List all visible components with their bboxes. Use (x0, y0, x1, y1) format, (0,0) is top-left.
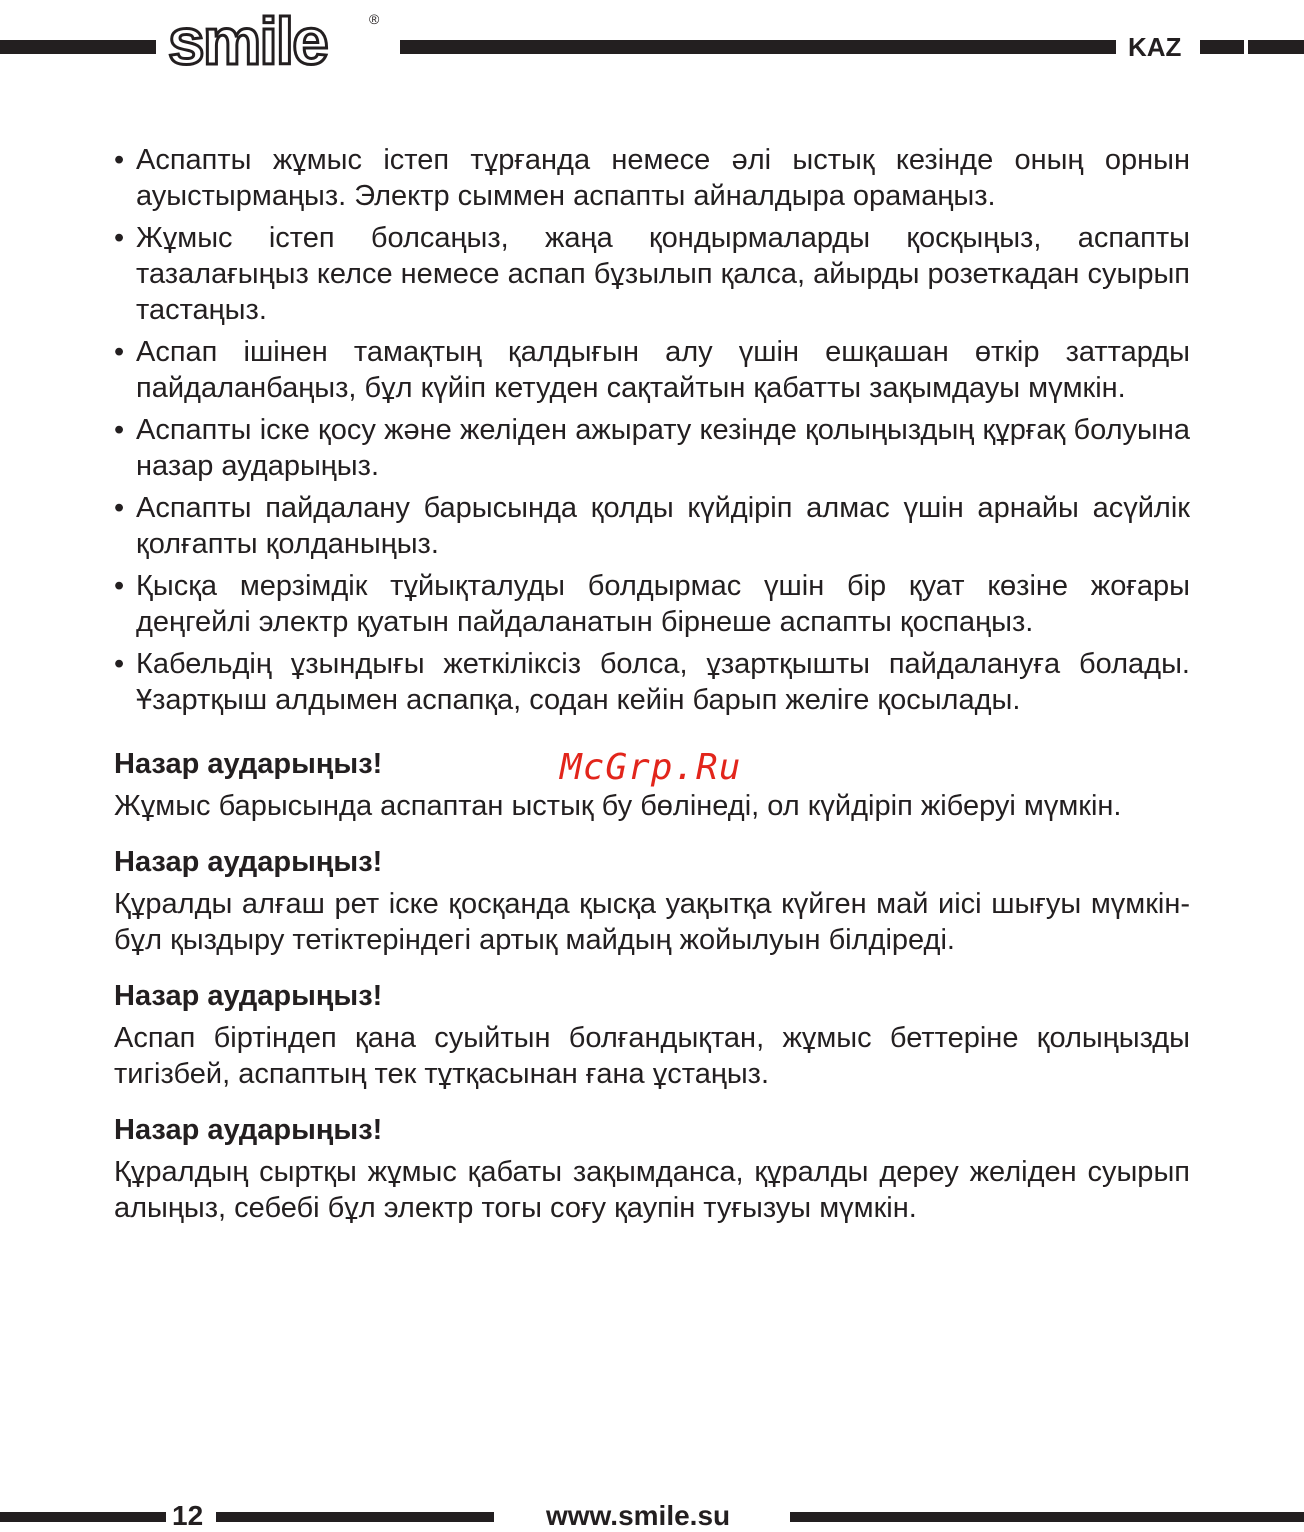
warning-note (114, 1112, 1190, 1226)
bullet-item (114, 412, 1190, 484)
bullet-text: Кабельдің ұзындығы жеткіліксіз болса, ұзартқышты пайдалануға болады. Ұзартқыш алдымен аспапқа, содан кейін барып желіге қосылады. (136, 648, 1190, 716)
bullet-text: Қысқа мерзімдік тұйықталуды болдырмас үшін бір қуат көзіне жоғары деңгейлі электр қуатын пайдаланатын бірнеше аспапты қоспаңыз. (136, 570, 1190, 638)
logo-wordmark: smile (168, 4, 327, 70)
warning-title: Назар аударыңыз! (114, 1114, 383, 1146)
logo-registered-mark: ® (369, 11, 380, 27)
warning-title: Назар аударыңыз! (114, 748, 383, 780)
safety-bullet-list (114, 142, 1190, 718)
bullet-text: Аспап ішінен тамақтың қалдығын алу үшін ешқашан өткір заттарды пайдаланбаңыз, бұл күйіп кетуден сақтайтын қабатты зақымдауы мүмкін. (136, 336, 1190, 404)
bullet-item (114, 334, 1190, 406)
warning-text: Құралды алғаш рет іске қосқанда қысқа уақытқа күйген май иісі шығуы мүмкін- бұл қыздыру тетіктеріндегі артық майдың жойылуын білдіреді. (114, 888, 1190, 956)
warning-text: Құралдың сыртқы жұмыс қабаты зақымданса, құралды дереу желіден суырып алыңыз, себебі бұл электр тогы соғу қаупін туғызуы мүмкін. (114, 1156, 1190, 1224)
bullet-marker: • (114, 222, 125, 254)
bullet-marker: • (114, 336, 125, 368)
bullet-item (114, 220, 1190, 328)
warning-text: Аспап біртіндеп қана суыйтын болғандықтан, жұмыс беттеріне қолыңызды тигізбей, аспаптың тек тұтқасынан ғана ұстаңыз. (114, 1022, 1190, 1090)
bullet-marker: • (114, 414, 125, 446)
page-content (114, 142, 1190, 1246)
header-rule-right-2 (1248, 40, 1304, 54)
footer-rule-right (790, 1512, 1304, 1522)
bullet-marker: • (114, 492, 125, 524)
bullet-marker: • (114, 570, 125, 602)
bullet-item (114, 646, 1190, 718)
page-number: 12 (172, 1500, 204, 1531)
footer-rule-middle (216, 1512, 494, 1522)
bullet-text: Жұмыс істеп болсаңыз, жаңа қондырмаларды қосқыңыз, аспапты тазалағыңыз келсе немесе аспап бұзылып қалса, айырды розеткадан суырып тастаңыз. (136, 222, 1190, 326)
warning-note (114, 978, 1190, 1092)
warning-title: Назар аударыңыз! (114, 980, 383, 1012)
header-rule-right-1 (1200, 40, 1244, 54)
header-rule-middle (400, 40, 1116, 54)
warning-text: Жұмыс барысында аспаптан ыстық бу бөлінеді, ол күйдіріп жіберуі мүмкін. (114, 790, 1122, 822)
website-url: www.smile.su (546, 1500, 731, 1531)
bullet-marker: • (114, 648, 125, 680)
warning-title: Назар аударыңыз! (114, 846, 383, 878)
bullet-item (114, 142, 1190, 214)
bullet-item (114, 490, 1190, 562)
smile-logo (166, 4, 390, 70)
site-watermark: McGrp.Ru (560, 747, 742, 788)
bullet-text: Аспапты іске қосу және желіден ажырату кезінде қолыңыздың құрғақ болуына назар аударыңыз. (136, 414, 1190, 482)
bullet-marker: • (114, 144, 125, 176)
bullet-text: Аспапты жұмыс істеп тұрғанда немесе әлі ыстық кезінде оның орнын ауыстырмаңыз. Электр сыммен аспапты айналдыра орамаңыз. (136, 144, 1190, 212)
bullet-text: Аспапты пайдалану барысында қолды күйдіріп алмас үшін арнайы асүйлік қолғапты қолданыңыз. (136, 492, 1190, 560)
footer-rule-left (0, 1512, 166, 1522)
warning-note (114, 844, 1190, 958)
bullet-item (114, 568, 1190, 640)
header-rule-left (0, 40, 156, 54)
language-code: KAZ (1128, 32, 1182, 62)
